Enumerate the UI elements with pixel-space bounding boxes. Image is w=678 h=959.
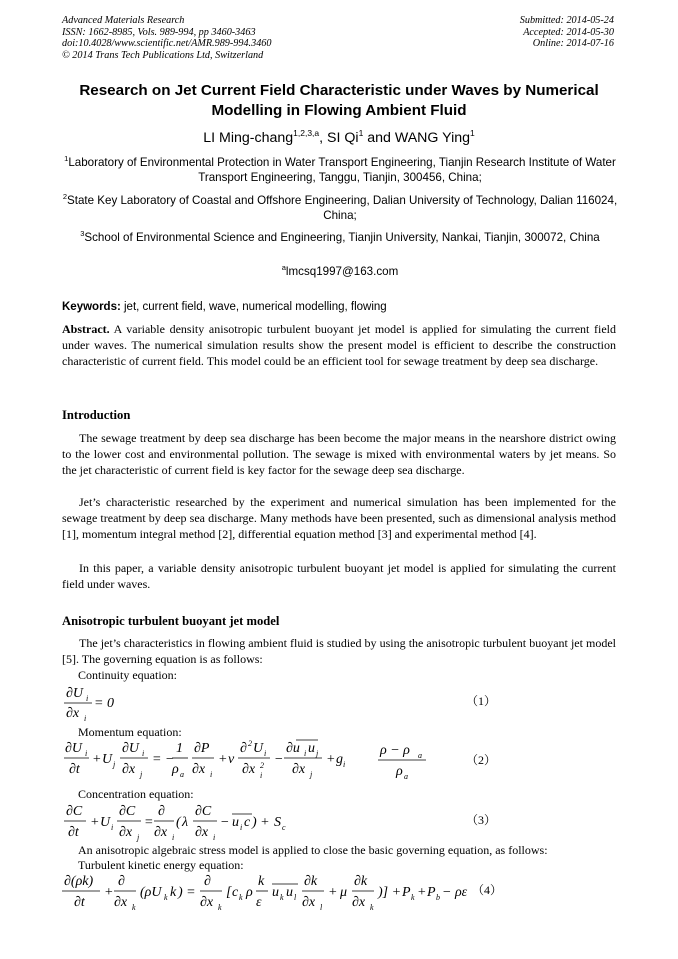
continuity-equation xyxy=(62,683,142,727)
svg-text:(ρU: (ρU xyxy=(140,885,162,900)
author-3: and WANG Ying xyxy=(363,130,471,146)
affiliation-2-text: State Key Laboratory of Coastal and Offshore Engineering, Dalian University of Technology, Dalian 116024, China; xyxy=(66,194,618,222)
affiliation-2 xyxy=(60,193,620,223)
svg-text:a: a xyxy=(404,772,408,781)
svg-text:a: a xyxy=(180,770,184,779)
affiliation-3-sup: 3 xyxy=(80,229,85,238)
copyright-line: © 2014 Trans Tech Publications Ltd, Switzerland xyxy=(62,49,264,61)
title-line-1: Research on Jet Current Field Characteristic under Waves by Numerical xyxy=(79,82,599,99)
continuity-label: Continuity equation: xyxy=(78,668,177,682)
momentum-label: Momentum equation: xyxy=(78,725,182,739)
svg-text:∂P: ∂P xyxy=(194,741,210,756)
svg-text:k: k xyxy=(132,903,136,912)
svg-text:∂t: ∂t xyxy=(74,895,85,910)
svg-text:∂x: ∂x xyxy=(242,762,256,777)
abstract-label: Abstract. xyxy=(62,322,110,336)
svg-text:i: i xyxy=(210,770,213,779)
author-2: , SI Qi xyxy=(319,130,359,146)
journal-name: Advanced Materials Research xyxy=(62,15,185,26)
svg-text:k: k xyxy=(170,885,177,900)
svg-text:u: u xyxy=(308,741,315,756)
model-paragraph-1: The jet’s characteristics in flowing ambient fluid is studied by using the anisotropic turbulent buoyant jet model [5]. The governing equation is as follows: xyxy=(62,636,616,666)
author-2-sup: 1 xyxy=(358,128,364,138)
svg-text:j: j xyxy=(140,770,143,779)
svg-text:l: l xyxy=(320,903,323,912)
svg-text:k: k xyxy=(218,903,222,912)
email-line xyxy=(60,264,620,279)
svg-text:i: i xyxy=(304,749,307,758)
svg-text:= −: = − xyxy=(152,752,175,767)
svg-text:ρ − ρ: ρ − ρ xyxy=(380,743,410,758)
svg-text:∂x: ∂x xyxy=(302,895,316,910)
concentration-equation xyxy=(62,800,332,846)
svg-text:ρ: ρ xyxy=(172,762,179,777)
svg-text:i: i xyxy=(86,694,89,703)
svg-text:[: [ xyxy=(226,885,232,900)
svg-text:ν: ν xyxy=(228,752,235,767)
density-ratio xyxy=(378,741,430,785)
svg-text:=: = xyxy=(144,815,154,830)
svg-text:= 0: = 0 xyxy=(94,696,114,711)
affiliation-3 xyxy=(60,230,620,245)
svg-text:k: k xyxy=(370,903,374,912)
affiliation-2-sup: 2 xyxy=(62,192,67,201)
svg-text:∂C: ∂C xyxy=(195,804,212,819)
introduction-heading: Introduction xyxy=(62,408,131,422)
svg-text:i: i xyxy=(85,749,88,758)
svg-text:c: c xyxy=(282,823,286,832)
title-line-2: Modelling in Flowing Ambient Fluid xyxy=(211,102,467,119)
issn-line: ISSN: 1662-8985, Vols. 989-994, pp 3460-3463 xyxy=(62,26,256,38)
svg-text:(: ( xyxy=(176,815,181,830)
svg-text:i: i xyxy=(172,833,175,842)
svg-text:j: j xyxy=(113,760,116,769)
svg-text:∂U: ∂U xyxy=(122,741,140,756)
keywords-text: jet, current field, wave, numerical modelling, flowing xyxy=(120,301,387,313)
svg-text:j: j xyxy=(316,749,319,758)
svg-text:∂x: ∂x xyxy=(154,825,168,840)
svg-text:∂x: ∂x xyxy=(195,825,209,840)
svg-text:i: i xyxy=(240,823,243,832)
keywords-label: Keywords: xyxy=(62,301,121,313)
svg-text:∂x: ∂x xyxy=(200,895,214,910)
author-3-sup: 1 xyxy=(470,128,475,138)
svg-text:U: U xyxy=(100,815,111,830)
svg-text:2: 2 xyxy=(260,761,264,770)
svg-text:+: + xyxy=(417,885,427,900)
svg-text:ε: ε xyxy=(256,895,262,910)
model-heading: Anisotropic turbulent buoyant jet model xyxy=(62,614,280,628)
svg-text:i: i xyxy=(264,749,267,758)
affiliation-1-text: Laboratory of Environmental Protection in Water Transport Engineering, Tianjin Research Institute of Water Transport Engineering, Tanggu, Tianjin, 300456, China; xyxy=(68,156,616,184)
svg-text:1: 1 xyxy=(176,741,183,756)
svg-text:∂x: ∂x xyxy=(114,895,128,910)
equation-1-number: （1） xyxy=(466,694,497,708)
svg-text:∂x: ∂x xyxy=(66,706,80,721)
svg-text:∂x: ∂x xyxy=(292,762,306,777)
intro-paragraph-3: In this paper, a variable density anisotropic turbulent buoyant jet model is applied for simulating the current field under waves. xyxy=(62,561,616,591)
journal-header xyxy=(62,15,271,61)
svg-text:− ρε: − ρε xyxy=(442,885,468,900)
svg-text:∂x: ∂x xyxy=(119,825,133,840)
svg-text:i: i xyxy=(84,714,87,723)
svg-text:P: P xyxy=(427,885,436,900)
svg-text:c: c xyxy=(244,815,251,830)
svg-text:∂x: ∂x xyxy=(192,762,206,777)
submitted-date: Submitted: 2014-05-24 xyxy=(519,15,614,26)
online-date: Online: 2014-07-16 xyxy=(532,38,614,50)
svg-text:+: + xyxy=(326,752,336,767)
equation-2-number: （2） xyxy=(466,753,497,767)
tke-equation xyxy=(62,870,468,918)
svg-text:∂k: ∂k xyxy=(354,874,368,889)
svg-text:∂k: ∂k xyxy=(304,874,318,889)
svg-text:∂t: ∂t xyxy=(69,762,80,777)
author-1-sup: 1,2,3,a xyxy=(293,128,320,138)
svg-text:∂t: ∂t xyxy=(68,825,79,840)
svg-text:∂u: ∂u xyxy=(286,741,300,756)
author-1: LI Ming-chang xyxy=(203,130,294,146)
intro-paragraph-2: Jet’s characteristic researched by the experiment and numerical simulation has been implemented for the sewage treatment by deep sea discharge. Many methods have been presented, such as dimensional analysis method [1], momentum integral method [2], differential equation method [3] and experimental method [4]. xyxy=(62,495,616,541)
affiliation-1-sup: 1 xyxy=(64,154,69,163)
svg-text:k: k xyxy=(239,893,243,902)
svg-text:∂: ∂ xyxy=(158,804,165,819)
concentration-label: Concentration equation: xyxy=(78,787,194,801)
momentum-equation xyxy=(62,737,372,785)
doi-line[interactable]: doi:10.4028/www.scientific.net/AMR.989-994.3460 xyxy=(62,38,272,50)
svg-text:i: i xyxy=(142,749,145,758)
stress-model-text: An anisotropic algebraic stress model is applied to close the basic governing equation, as follows: xyxy=(78,843,548,857)
author-list xyxy=(40,129,638,147)
svg-text:∂U: ∂U xyxy=(65,741,83,756)
svg-text:k: k xyxy=(411,893,415,902)
svg-text:2: 2 xyxy=(248,739,252,748)
affiliation-1 xyxy=(60,155,620,185)
svg-text:j: j xyxy=(310,770,313,779)
svg-text:j: j xyxy=(137,833,140,842)
svg-text:b: b xyxy=(436,893,440,902)
svg-text:+: + xyxy=(218,752,228,767)
svg-text:U: U xyxy=(253,741,264,756)
affiliation-3-text: School of Environmental Science and Engineering, Tianjin University, Nankai, Tianjin, 300072, China xyxy=(84,231,600,244)
svg-text:ρ: ρ xyxy=(396,764,403,779)
abstract-text: A variable density anisotropic turbulent buoyant jet model is applied for simulating the current field under waves. The numerical simulation results show the present model is efficient to describe the construction characteristic of current field. This model could be an efficient tool for sewage treatment by deep sea discharge. xyxy=(62,322,616,368)
svg-text:U: U xyxy=(102,752,113,767)
svg-text:∂x: ∂x xyxy=(352,895,366,910)
svg-text:−: − xyxy=(274,752,284,767)
svg-text:S: S xyxy=(274,815,281,830)
svg-text:∂(ρk): ∂(ρk) xyxy=(64,874,94,889)
svg-text:i: i xyxy=(343,760,346,769)
svg-text:k: k xyxy=(258,874,265,889)
intro-paragraph-1: The sewage treatment by deep sea discharge has been become the major means in the nearshore district owing to the lower cost and environmental pollution. The sewage is mixed with environmental waters by jet means. So the jet characteristic of current field is key factor for the sewage deep sea discharge. xyxy=(62,431,616,477)
equation-3-number: （3） xyxy=(466,813,497,827)
svg-text:l: l xyxy=(294,893,297,902)
svg-text:c: c xyxy=(232,885,239,900)
svg-text:∂U: ∂U xyxy=(66,686,84,701)
svg-text:a: a xyxy=(418,751,422,760)
svg-text:λ: λ xyxy=(182,815,189,830)
svg-text:u: u xyxy=(272,885,279,900)
svg-text:+: + xyxy=(328,885,338,900)
svg-text:∂: ∂ xyxy=(204,874,211,889)
svg-text:) +: ) + xyxy=(252,815,270,830)
svg-text:k: k xyxy=(280,893,284,902)
abstract xyxy=(62,321,616,369)
svg-text:+: + xyxy=(90,815,100,830)
accepted-date: Accepted: 2014-05-30 xyxy=(523,26,614,38)
svg-text:k: k xyxy=(164,893,168,902)
svg-text:+: + xyxy=(92,752,102,767)
email-address[interactable]: lmcsq1997@163.com xyxy=(285,265,399,278)
tke-label: Turbulent kinetic energy equation: xyxy=(78,858,244,872)
equation-4-number: （4） xyxy=(472,883,503,897)
svg-text:i: i xyxy=(111,823,114,832)
svg-text:+: + xyxy=(104,885,114,900)
svg-text:u: u xyxy=(286,885,293,900)
svg-text:μ: μ xyxy=(340,885,348,900)
svg-text:g: g xyxy=(336,752,343,767)
svg-text:∂C: ∂C xyxy=(119,804,136,819)
svg-text:ρ: ρ xyxy=(246,885,253,900)
svg-text:P: P xyxy=(402,885,411,900)
email-sup: a xyxy=(281,263,286,272)
svg-text:u: u xyxy=(232,815,239,830)
svg-text:i: i xyxy=(213,833,216,842)
keywords xyxy=(62,300,618,315)
paper-title xyxy=(40,81,638,121)
svg-text:) =: ) = xyxy=(178,885,196,900)
svg-text:∂: ∂ xyxy=(240,741,247,756)
dates-header xyxy=(520,15,614,50)
svg-text:)] +: )] + xyxy=(378,885,402,900)
svg-text:∂: ∂ xyxy=(118,874,125,889)
svg-text:i: i xyxy=(260,771,263,780)
svg-text:−: − xyxy=(220,815,230,830)
svg-text:∂x: ∂x xyxy=(122,762,136,777)
svg-text:∂C: ∂C xyxy=(66,804,83,819)
